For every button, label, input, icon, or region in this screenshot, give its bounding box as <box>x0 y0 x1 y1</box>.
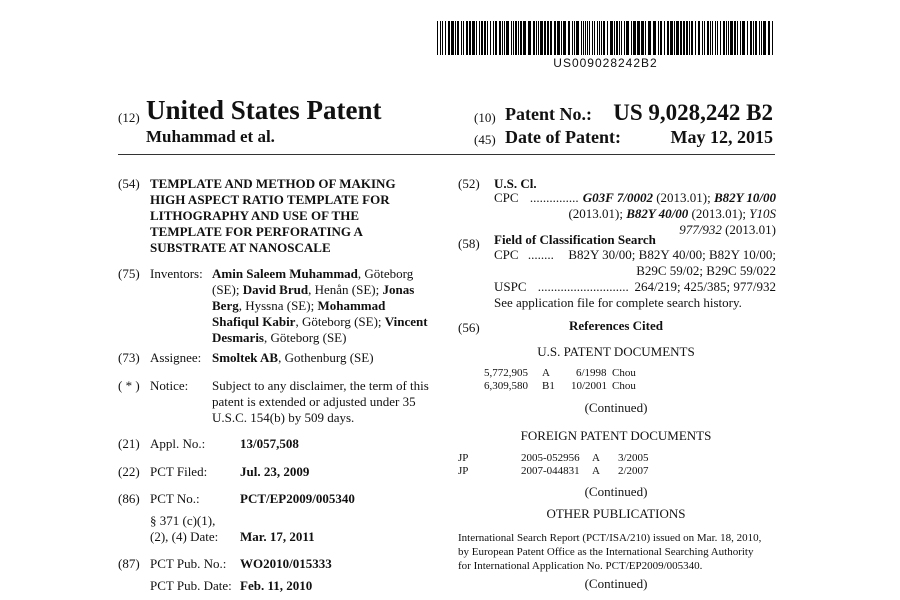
us-docs-continued: (Continued) <box>584 400 648 415</box>
field-cpc-line: B82Y 30/00; B82Y 40/00; B82Y 10/00; <box>568 247 776 262</box>
foreign-docs-heading: FOREIGN PATENT DOCUMENTS <box>520 428 712 443</box>
pct-no-value: PCT/EP2009/005340 <box>240 491 355 506</box>
uscl-heading: U.S. Cl. <box>494 176 537 191</box>
pct-pub-value: WO2010/015333 <box>240 556 332 571</box>
cpc-dots: ............... <box>529 190 579 205</box>
refs-heading: References Cited <box>569 318 663 333</box>
cpc-code: B82Y 40/00 <box>626 206 689 221</box>
table-row <box>484 367 684 380</box>
doc-kind: A <box>592 465 600 477</box>
doc-kind: A <box>542 367 550 379</box>
table-row <box>484 380 684 393</box>
code-45: (45) <box>474 132 496 147</box>
doc-kind: B1 <box>542 380 555 392</box>
inventor-name: Mohammad <box>317 298 386 313</box>
table-row <box>458 452 698 465</box>
doc-number: 6,309,580 <box>484 380 528 392</box>
inventor-name: Amin Saleem Muhammad <box>212 266 358 281</box>
appl-label: Appl. No.: <box>150 436 206 451</box>
us-docs-table <box>484 367 684 393</box>
foreign-docs-continued: (Continued) <box>584 484 648 499</box>
doc-name: Chou <box>612 380 636 392</box>
pct-pub-label: PCT Pub. No.: <box>150 556 227 571</box>
s371-line: (2), (4) Date: <box>150 529 219 544</box>
appl-value: 13/057,508 <box>240 436 299 451</box>
doc-date: 10/2001 <box>571 380 608 392</box>
code-21: (21) <box>118 436 140 451</box>
header-rule <box>118 154 775 155</box>
inventor-name: Shafiqul Kabir <box>212 314 296 329</box>
barcode-image <box>437 21 774 55</box>
pct-pub-date-label: PCT Pub. Date: <box>150 578 232 593</box>
notice-label: Notice: <box>150 378 189 393</box>
other-pubs-continued: (Continued) <box>584 576 648 591</box>
notice-line: Subject to any disclaimer, the term of this <box>212 378 429 393</box>
s371-label <box>150 513 218 545</box>
inventor-name: David Brud <box>242 282 309 297</box>
inventor-place: , Göteborg <box>357 266 414 281</box>
inventor-name: Desmaris <box>212 330 264 345</box>
code-54: (54) <box>118 176 140 191</box>
cpc-code: B82Y 10/00 <box>714 190 776 205</box>
inventor-place: (SE); <box>212 282 243 297</box>
patent-no-value: US 9,028,242 B2 <box>613 100 773 125</box>
field-cpc-line: B29C 59/02; B29C 59/022 <box>636 263 776 278</box>
cpc-year: (2013.01); <box>568 206 627 221</box>
foreign-docs-table <box>458 452 698 478</box>
doc-country: JP <box>458 465 469 477</box>
us-docs-heading: U.S. PATENT DOCUMENTS <box>537 344 695 359</box>
doc-name: Chou <box>612 367 636 379</box>
field-cpc-dots: ........ <box>527 247 554 262</box>
code-56: (56) <box>458 320 480 335</box>
s371-value: Mar. 17, 2011 <box>240 529 315 544</box>
s371-line: § 371 (c)(1), <box>150 513 216 528</box>
title-line: HIGH ASPECT RATIO TEMPLATE FOR <box>150 192 390 207</box>
uspc-dots: ............................ <box>537 279 629 294</box>
doc-number: 2007-044831 <box>521 465 580 477</box>
pct-filed-value: Jul. 23, 2009 <box>240 464 310 479</box>
other-pubs-heading: OTHER PUBLICATIONS <box>546 506 686 521</box>
field-heading: Field of Classification Search <box>494 232 656 247</box>
uscl-cpc <box>494 190 776 238</box>
inventor-place: , Göteborg (SE) <box>264 330 347 345</box>
notice-line: patent is extended or adjusted under 35 <box>212 394 416 409</box>
barcode-number: US009028242B2 <box>553 56 658 70</box>
other-pub-line: by European Patent Office as the International Searching Authority <box>458 546 754 558</box>
inventor-place: , Henån (SE); <box>308 282 383 297</box>
title-line: LITHOGRAPHY AND USE OF THE <box>150 208 359 223</box>
code-87: (87) <box>118 556 140 571</box>
inventor-place: , Göteborg (SE); <box>295 314 385 329</box>
code-12: (12) <box>118 110 140 125</box>
cpc-code: 977/932 <box>679 222 722 237</box>
notice-line: U.S.C. 154(b) by 509 days. <box>212 410 355 425</box>
cpc-year: (2013.01); <box>652 190 714 205</box>
code-10: (10) <box>474 110 496 125</box>
cpc-year: (2013.01) <box>721 222 776 237</box>
inventors-label: Inventors: <box>150 266 203 281</box>
doc-date: 2/2007 <box>618 465 649 477</box>
inventor-name: Jonas <box>382 282 415 297</box>
code-58: (58) <box>458 236 480 251</box>
cpc-label: CPC <box>494 190 519 205</box>
inventor-name: Berg <box>212 298 239 313</box>
cpc-year: (2013.01); <box>688 206 750 221</box>
doc-date: 6/1998 <box>576 367 607 379</box>
other-pub-line: for International Application No. PCT/EP2009/005340. <box>458 560 703 572</box>
code-75: (75) <box>118 266 140 281</box>
inventors-short: Muhammad et al. <box>146 127 275 146</box>
field-search <box>494 247 776 311</box>
doc-number: 2005-052956 <box>521 452 580 464</box>
field-note: See application file for complete search history. <box>494 295 742 310</box>
cpc-code: G03F 7/0002 <box>582 190 653 205</box>
cpc-code: Y10S <box>749 206 776 221</box>
doc-date: 3/2005 <box>618 452 649 464</box>
invention-title <box>150 176 440 256</box>
doc-number: 5,772,905 <box>484 367 528 379</box>
date-value: May 12, 2015 <box>670 127 773 147</box>
inventor-name: Vincent <box>384 314 428 329</box>
uspc-value: 264/219; 425/385; 977/932 <box>634 279 776 294</box>
code-22: (22) <box>118 464 140 479</box>
assignee-value <box>212 350 374 366</box>
notice-text <box>212 378 437 426</box>
other-pub-line: International Search Report (PCT/ISA/210) issued on Mar. 18, 2010, <box>458 532 762 544</box>
title-line: TEMPLATE AND METHOD OF MAKING <box>150 176 396 191</box>
assignee-place: , Gothenburg (SE) <box>278 350 374 365</box>
title-line: TEMPLATE FOR PERFORATING A <box>150 224 363 239</box>
code-52: (52) <box>458 176 480 191</box>
table-row <box>458 465 698 478</box>
code-notice: ( * ) <box>118 378 140 393</box>
code-73: (73) <box>118 350 140 365</box>
patent-type-title: United States Patent <box>146 95 382 125</box>
field-cpc-label: CPC <box>494 247 519 262</box>
inventors-list <box>212 266 442 346</box>
inventor-place: , Hyssna (SE); <box>238 298 318 313</box>
patent-no-label: Patent No.: <box>505 104 592 124</box>
other-pubs-text <box>458 531 776 573</box>
doc-kind: A <box>592 452 600 464</box>
pct-filed-label: PCT Filed: <box>150 464 208 479</box>
uspc-label: USPC <box>494 279 527 294</box>
doc-country: JP <box>458 452 469 464</box>
date-label: Date of Patent: <box>505 127 621 147</box>
pct-no-label: PCT No.: <box>150 491 200 506</box>
assignee-name: Smoltek AB <box>212 350 279 365</box>
code-86: (86) <box>118 491 140 506</box>
assignee-label: Assignee: <box>150 350 202 365</box>
title-line: SUBSTRATE AT NANOSCALE <box>150 240 331 255</box>
pct-pub-date-value: Feb. 11, 2010 <box>240 578 313 593</box>
